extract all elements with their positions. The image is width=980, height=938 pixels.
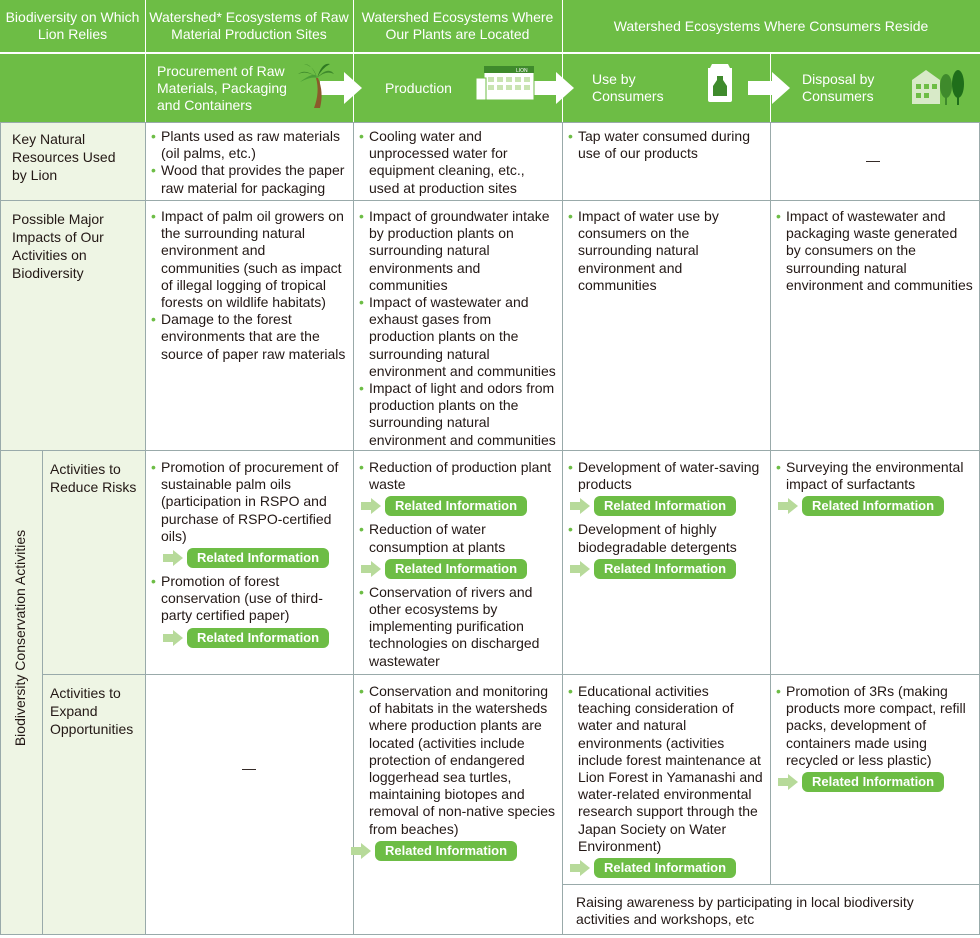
list-item: • Impact of palm oil growers on the surrounding natural environment and communities (such as impact of illegal logging of tropical forests on wildlife habitats) [151, 208, 344, 311]
list-item: • Promotion of forest conservation (use of third-party certified paper) [151, 573, 323, 624]
resources-procurement [145, 124, 353, 197]
list-item: • Educational activities teaching consideration of water and natural environments (activities include forest maintenance at Lion Forest in Yamanashi and water-related environmental research support through the Japan Society on Water Environment) [568, 683, 763, 854]
related-info-link[interactable]: Related Information [165, 547, 347, 569]
stage-use-label: Use by Consumers [592, 71, 664, 104]
list-item: • Conservation of rivers and other ecosystems by implementing purification technologies on discharged wastewater [359, 583, 540, 669]
list-item: • Development of water-saving products [568, 459, 760, 493]
palm-tree-icon [296, 60, 336, 110]
list-item: • Promotion of 3Rs (making products more compact, refill packs, development of containers made using recycled or less plastic) [776, 683, 966, 768]
list-item: • Damage to the forest environments that are the source of paper raw materials [151, 311, 346, 362]
arrow-right-icon [788, 498, 798, 514]
lion-logo-text: LION [516, 68, 528, 74]
expand-label: Activities to Expand Opportunities [50, 685, 134, 737]
list-item: • Plants used as raw materials (oil palms, etc.) [151, 128, 340, 162]
list-item: • Reduction of production plant waste [359, 459, 552, 493]
related-info-link[interactable]: Related Information [353, 840, 556, 862]
expand-procurement-dash: — [242, 760, 256, 776]
conservation-label: Biodiversity Conservation Activities [12, 529, 28, 747]
header-col2: Watershed* Ecosystems of Raw Material Production Sites [145, 0, 353, 52]
stage-production-label: Production [385, 79, 452, 96]
reduce-use [562, 455, 770, 584]
related-info-link[interactable]: Related Information [572, 495, 764, 517]
house-trees-icon [910, 66, 968, 106]
header-col45: Watershed Ecosystems Where Consumers Reside [562, 0, 980, 52]
reduce-production [353, 455, 562, 670]
related-info-link[interactable]: Related Information [780, 495, 974, 517]
related-info-link[interactable]: Related Information [363, 558, 556, 580]
stage-disposal-label: Disposal by Consumers [802, 71, 875, 104]
arrow-right-icon [371, 498, 381, 514]
impacts-disposal [770, 204, 980, 294]
list-item: • Tap water consumed during use of our products [568, 128, 750, 162]
arrow-right-icon [788, 774, 798, 790]
stage-procurement-label: Procurement of Raw Materials, Packaging and Containers [157, 62, 287, 113]
list-item: • Impact of water use by consumers on the surrounding natural environment and communities [568, 208, 719, 293]
expand-disposal [770, 679, 980, 797]
impacts-use [562, 204, 770, 294]
resources-label: Key Natural Resources Used by Lion [12, 131, 116, 183]
impacts-label: Possible Major Impacts of Our Activities on Biodiversity [12, 211, 104, 281]
list-item: • Surveying the environmental impact of surfactants [776, 459, 964, 493]
list-item: • Cooling water and unprocessed water for equipment cleaning, etc., used at production sites [359, 128, 525, 196]
arrow-right-icon [361, 843, 371, 859]
reduce-procurement [145, 455, 353, 653]
flow-arrow-3 [772, 72, 790, 104]
stage-empty [0, 54, 145, 122]
expand-production [353, 679, 562, 866]
impacts-procurement [145, 204, 353, 363]
factory-icon [476, 64, 536, 102]
stage-use [562, 54, 770, 122]
resources-disposal-dash: — [866, 152, 880, 168]
related-info-link[interactable]: Related Information [780, 771, 974, 793]
impacts-production [353, 204, 562, 449]
list-item: • Impact of groundwater intake by production plants on surrounding natural environments and communities [359, 208, 550, 293]
arrow-right-icon [173, 550, 183, 566]
arrow-right-icon [580, 498, 590, 514]
arrow-right-icon [173, 630, 183, 646]
expand-shared: Raising awareness by participating in local biodiversity activities and workshops, etc [576, 894, 914, 928]
list-item: • Development of highly biodegradable detergents [568, 521, 737, 555]
header-col3: Watershed Ecosystems Where Our Plants are Located [353, 0, 562, 52]
reduce-label: Activities to Reduce Risks [50, 461, 137, 495]
list-item: • Conservation and monitoring of habitats in the watersheds where production plants are located (activities include protection of endangered loggerhead sea turtles, maintaining biotopes and removal of non-native species from beaches) [359, 683, 555, 837]
list-item: • Reduction of water consumption at plants [359, 521, 506, 555]
resources-production [353, 124, 562, 197]
related-info-link[interactable]: Related Information [165, 627, 347, 649]
related-info-link[interactable]: Related Information [363, 495, 556, 517]
reduce-disposal [770, 455, 980, 521]
list-item: • Impact of light and odors from production plants on the surrounding natural environment and communities [359, 380, 556, 448]
list-item: • Wood that provides the paper raw material for packaging [151, 162, 345, 196]
list-item: • Impact of wastewater and packaging waste generated by consumers on the surrounding natural environment and communities [776, 208, 973, 293]
flow-arrow-2 [556, 72, 574, 104]
header-col1: Biodiversity on Which Lion Relies [0, 0, 145, 52]
arrow-right-icon [371, 561, 381, 577]
related-info-link[interactable]: Related Information [572, 857, 764, 879]
related-info-link[interactable]: Related Information [572, 558, 764, 580]
list-item: • Impact of wastewater and exhaust gases from production plants on the surrounding natural environment and communities [359, 294, 556, 379]
resources-use [562, 124, 770, 162]
list-item: • Promotion of procurement of sustainable palm oils (participation in RSPO and purchase of RSPO-certified oils) [151, 459, 339, 544]
flow-arrow-1 [344, 72, 362, 104]
arrow-right-icon [580, 860, 590, 876]
expand-use [562, 679, 770, 883]
bottle-icon [704, 62, 736, 104]
arrow-right-icon [580, 561, 590, 577]
